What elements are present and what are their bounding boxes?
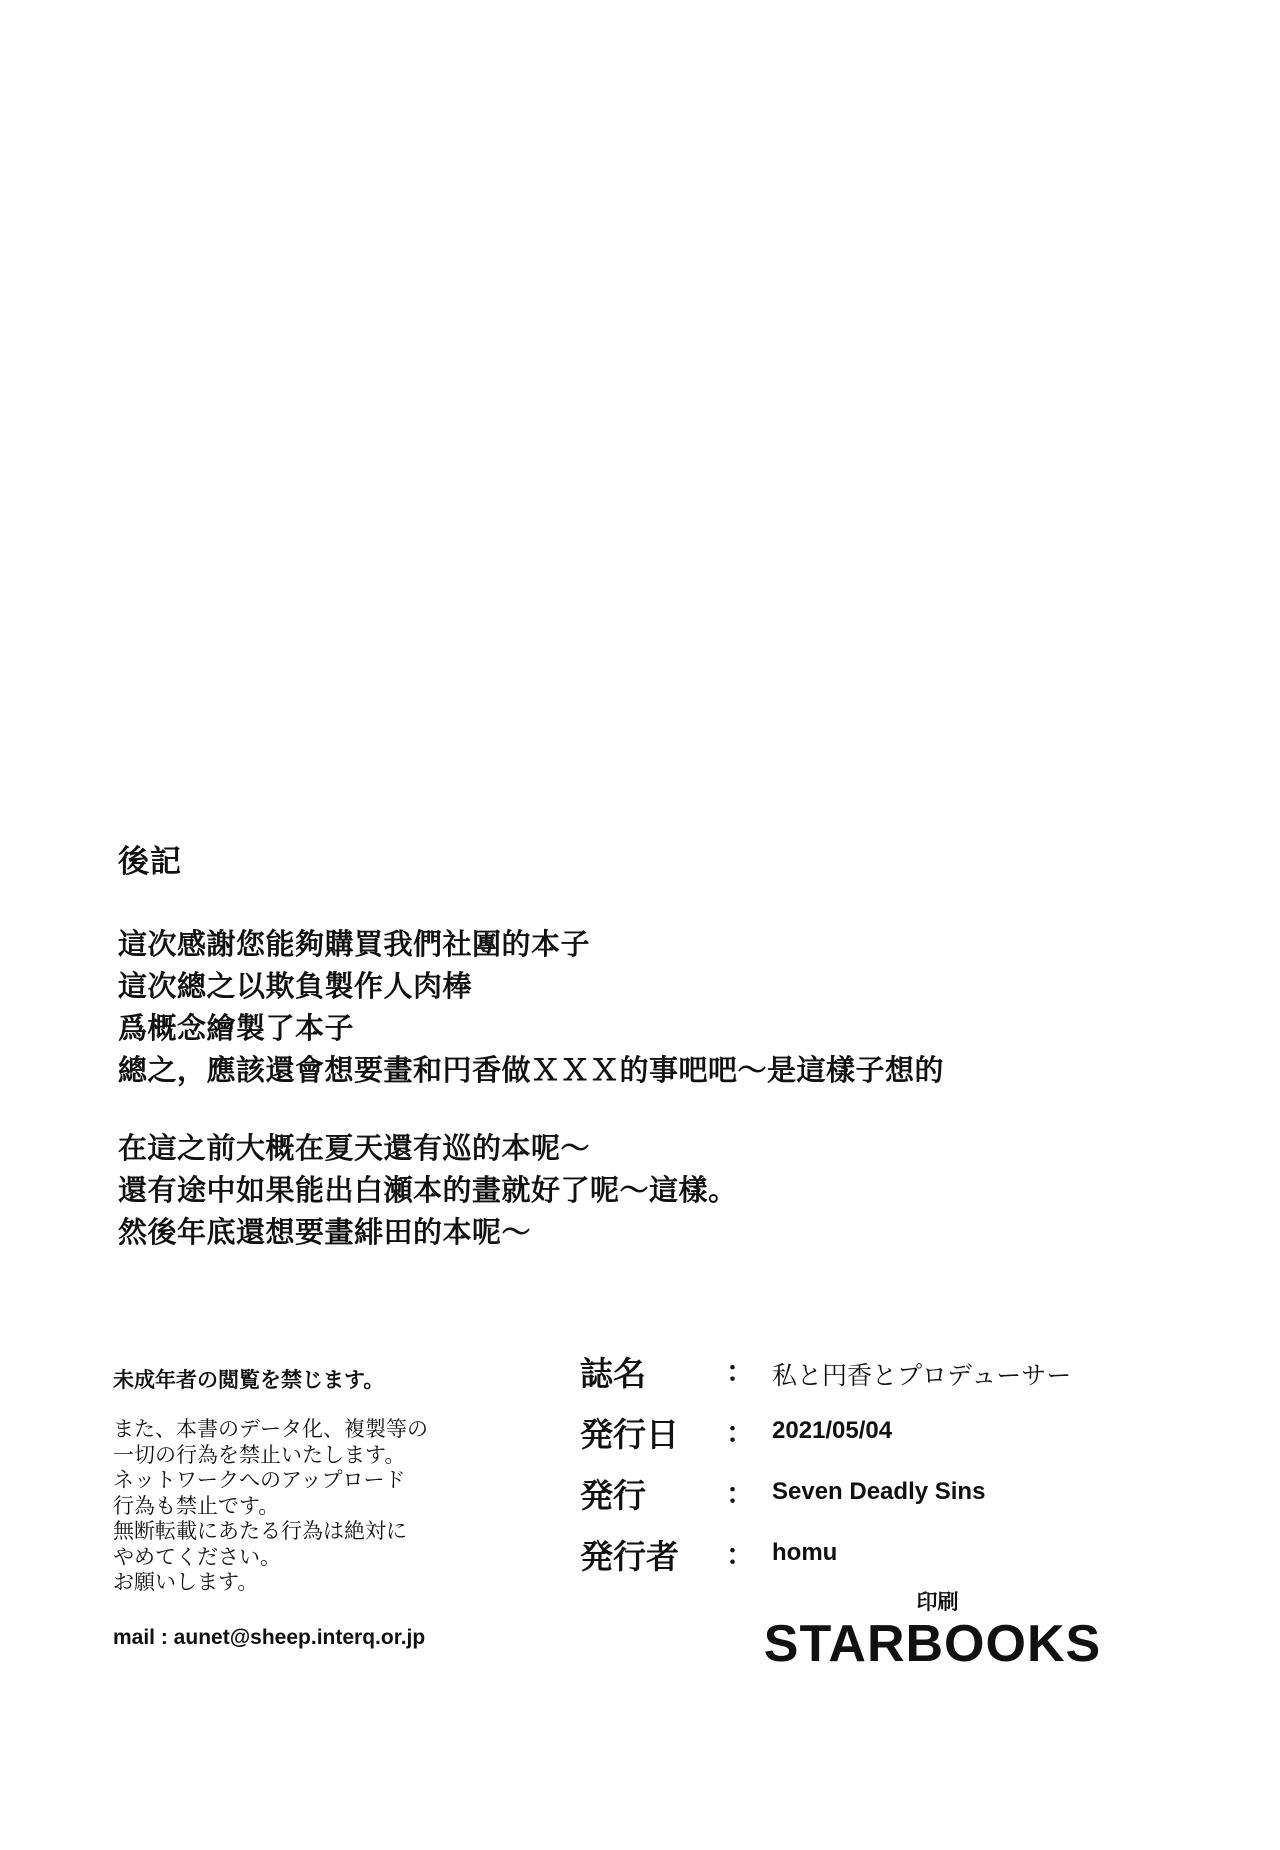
notice-line: ネットワークへのアップロード [113,1468,406,1492]
notice-line: お願いします。 [113,1570,259,1594]
printer-label: 印刷 [916,1590,959,1614]
publisher-value: Seven Deadly Sins [772,1478,986,1505]
afterword-line: 在這之前大概在夏天還有巡的本呢～ [118,1131,591,1165]
afterword-paragraph [118,923,1178,1091]
printer-name: STARBOOKS [763,1615,1102,1673]
afterword-title: 後記 [118,844,182,880]
notice-line: やめてください。 [113,1544,281,1569]
printer-section [750,1586,1115,1672]
afterword-section [118,836,1178,1253]
age-restriction-notice: 未成年者の閲覧を禁じます。 [113,1368,385,1392]
book-title-value: 私と円香とプロデューサー [772,1361,1072,1390]
colophon-section [580,1348,1220,1592]
author-value: homu [772,1539,838,1566]
afterword-line: 爲概念繪製了本子 [118,1011,355,1045]
colophon-colon: ： [726,1538,755,1571]
colophon-label: 発行日 [580,1415,679,1454]
colophon-colon: ： [726,1355,755,1388]
publish-date-value: 2021/05/04 [772,1417,893,1444]
colophon-row-date [580,1409,1220,1470]
colophon-label: 発行 [580,1476,646,1515]
colophon-row-title [580,1348,1220,1409]
notice-line: 無断転載にあたる行為は絶対に [113,1519,407,1543]
colophon-colon: ： [726,1477,755,1510]
colophon-colon: ： [726,1416,755,1449]
afterword-line: 然後年底還想要畫緋田的本呢～ [118,1215,532,1249]
notice-section [113,1365,513,1650]
notice-line: 行為も禁止です。 [113,1493,280,1518]
notice-line: 一切の行為を禁止いたします。 [113,1442,406,1467]
colophon-label: 発行者 [580,1537,679,1576]
colophon-row-author [580,1531,1220,1592]
afterword-line: 這次感謝您能夠購買我們社團的本子 [118,927,591,961]
afterword-paragraph [118,1127,1178,1253]
contact-mail: mail : aunet@sheep.interq.or.jp [113,1625,426,1649]
afterword-line: 還有途中如果能出白瀬本的畫就好了呢～這樣。 [118,1173,738,1207]
afterword-line: 這次總之以欺負製作人肉棒 [118,969,473,1003]
afterword-line: 總之，應該還會想要畫和円香做ＸＸＸ的事吧吧～是這樣子想的 [118,1053,945,1087]
colophon-label: 誌名 [580,1354,646,1393]
colophon-row-publisher [580,1470,1220,1531]
notice-line: また、本書のデータ化、複製等の [113,1417,428,1441]
